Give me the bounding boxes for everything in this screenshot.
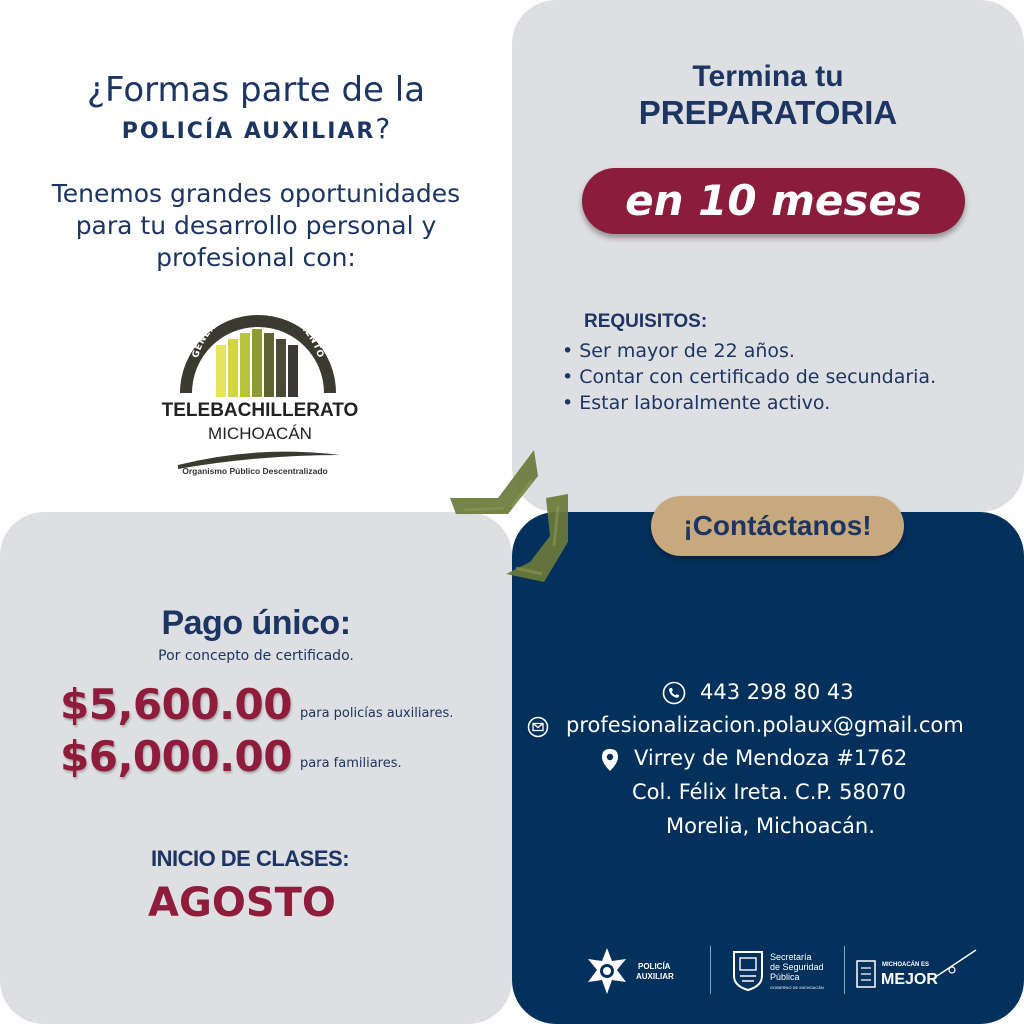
question-mark: ? [375, 112, 391, 145]
michoacan-es-label: MICHOACÁN ES [882, 962, 930, 968]
title-line-1: Termina tu [692, 60, 844, 93]
michoacan-shield-icon [856, 960, 876, 990]
ssp-line-3: Pública [770, 972, 800, 982]
building-icon [216, 329, 298, 397]
address-line-2: Col. Félix Ireta. C.P. 58070 [632, 780, 906, 804]
phone-icon [662, 681, 686, 705]
ssp-line-2: de Seguridad [770, 962, 824, 972]
email-icon [527, 716, 549, 738]
price-police: $5,600.00 [60, 680, 292, 729]
ssp-shield-icon [732, 950, 764, 992]
logo-org: Organismo Público Descentralizado [182, 466, 328, 476]
ssp-line-1: Secretaría [770, 952, 812, 962]
email-address[interactable]: profesionalizacion.polaux@gmail.com [566, 713, 964, 737]
mejor-label: MEJOR [881, 971, 938, 988]
footer-logos [512, 940, 1024, 1000]
start-month: AGOSTO [148, 880, 336, 926]
phone-number[interactable]: 443 298 80 43 [700, 680, 854, 704]
opportunity-line-1: Tenemos grandes oportunidades [51, 179, 461, 208]
price-police-note: para policías auxiliares. [300, 706, 454, 721]
swoosh-icon [932, 946, 978, 982]
logo-name: TELEBACHILLERATO [161, 400, 359, 421]
opportunity-line-2: para tu desarrollo personal y [75, 211, 437, 240]
ssp-line-4: GOBIERNO DE MICHOACÁN [770, 985, 824, 990]
chevron-arrows-icon [446, 446, 596, 596]
requirement-item: • Estar laboralmente activo. [562, 392, 831, 414]
question-line-1: ¿Formas parte de la [86, 70, 426, 110]
requirement-item: • Ser mayor de 22 años. [562, 340, 795, 362]
start-label: INICIO DE CLASES: [150, 846, 350, 871]
payment-subtitle: Por concepto de certificado. [158, 648, 354, 664]
policia-auxiliar-label: POLICÍA AUXILIAR [121, 119, 376, 144]
footer-divider [710, 946, 711, 994]
price-family: $6,000.00 [60, 732, 292, 781]
question-line-2 [0, 112, 512, 145]
title-line-2: PREPARATORIA [638, 94, 898, 131]
address-line-3: Morelia, Michoacán. [666, 814, 875, 838]
logo-arc-text: GENERACIÓN EN MOVIMIENTO [190, 303, 326, 360]
opportunity-line-3: profesional con: [156, 243, 356, 272]
requirements-title: REQUISITOS: [584, 311, 708, 332]
footer-divider [844, 946, 845, 994]
policia-label: POLICÍA [638, 962, 671, 971]
requirement-item: • Contar con certificado de secundaria. [562, 366, 937, 388]
address-line-1: Virrey de Mendoza #1762 [634, 746, 908, 770]
location-pin-icon [600, 748, 620, 772]
logo-state: MICHOACÁN [208, 424, 312, 443]
payment-title: Pago único: [161, 604, 351, 642]
telebachillerato-logo [158, 285, 358, 485]
contact-button[interactable]: ¡Contáctanos! [651, 496, 904, 556]
duration-pill: en 10 meses [582, 168, 965, 234]
auxiliar-label: AUXILIAR [636, 972, 674, 981]
police-star-icon [584, 946, 630, 996]
price-family-note: para familiares. [300, 756, 402, 771]
